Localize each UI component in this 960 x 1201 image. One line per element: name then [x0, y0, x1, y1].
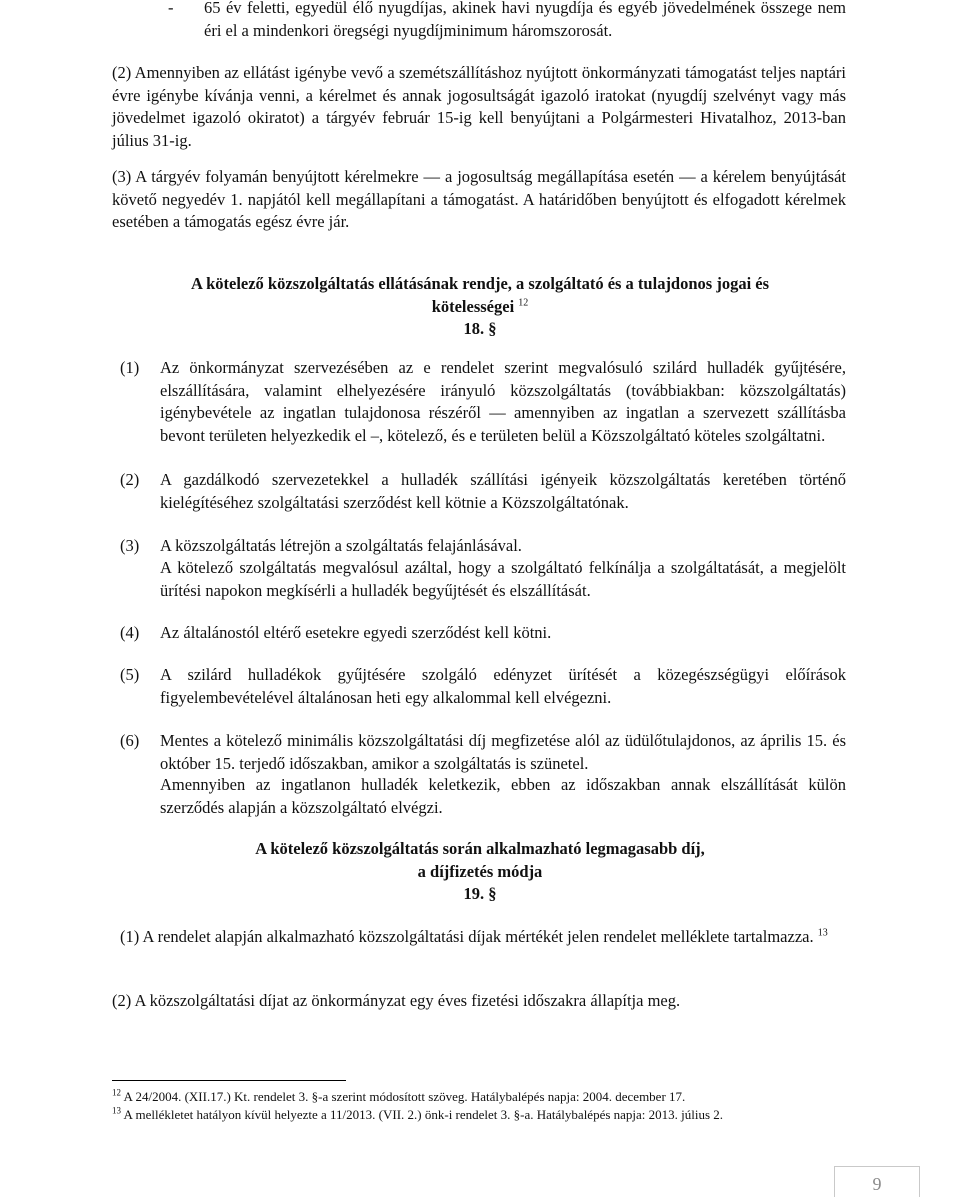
paragraph-18-3-continued: A kötelező szolgáltatás megvalósul azáltal, hogy a szolgáltató felkínálja a szolgáltatását, a megjelölt ürítési napokon megkísérli a hulladék begyűjtését és elszállítását.	[160, 558, 846, 600]
top-list-item-text: 65 év feletti, egyedül élő nyugdíjas, akinek havi nyugdíja és egyéb jövedelmének összege nem éri el a mindenkori öregségi nyugdíjminimum háromszorosát.	[204, 0, 846, 40]
section-19-number: 19. §	[463, 884, 497, 903]
paragraph-18-5-number: (5)	[120, 665, 140, 684]
paragraph-18-4: Az általánostól eltérő esetekre egyedi szerződést kell kötni.	[160, 623, 552, 642]
footnote-13: $^{13}$ A mellékletet hatályon kívül helyezte a 11/2013. (VII. 2.) önk-i rendelet 3. §-a. Hatálybalépés napja: 2013. július 2.	[112, 1105, 724, 1122]
footnote-ref-13[interactable]: 13	[817, 927, 828, 939]
footnote-12: $^{12}$ A 24/2004. (XII.17.) Kt. rendelet 3. §-a szerint módosított szöveg. Hatálybalépés napja: 2004. december 17.	[112, 1087, 686, 1104]
paragraph-18-3-number: (3)	[120, 536, 140, 555]
footnote-ref-12[interactable]: 12	[518, 297, 529, 308]
paragraph-18-2: A gazdálkodó szervezetekkel a hulladék szállítási igényeik közszolgáltatás keretében történő kielégítéséhez szolgáltatási szerződést kell kötnie a Közszolgáltatónak.	[160, 470, 846, 512]
heading-18-line2: kötelességei $^{12}$	[431, 296, 529, 316]
page-number: 9	[834, 1166, 920, 1197]
heading-19-line2: a díjfizetés módja	[417, 861, 543, 881]
paragraph-18-1-number: (1)	[120, 358, 140, 377]
section-18-number: 18. §	[463, 319, 497, 338]
paragraph-19-1: (1) A rendelet alapján alkalmazható közszolgáltatási díjak mértékét jelen rendelet melléklete tartalmazza. $^{13}$	[120, 927, 828, 946]
heading-19-line1: A kötelező közszolgáltatás során alkalmazható legmagasabb díj,	[255, 839, 705, 858]
footnote-separator	[112, 1080, 346, 1081]
paragraph-18-1: Az önkormányzat szervezésében az e rendelet szerint megvalósuló szilárd hulladék gyűjtésére, elszállítására, valamint elhelyezésére irányuló közszolgáltatás (továbbiakban: közszolgáltatás) igénybevétele az ingatlan tulajdonosa részéről — amennyiben az ingatlan a szervezett szállításba bevont területen helyezkedik el –, kötelező, és e területen belül a Közszolgáltató köteles szolgáltatni.	[160, 358, 846, 445]
paragraph-17-2: (2) Amennyiben az ellátást igénybe vevő a szemétszállításhoz nyújtott önkormányzati támogatást teljes naptári évre igénybe kívánja venni, a kérelmet és annak jogosultságát igazoló iratokat (nyugdíj szelvényt vagy más jövedelmet igazoló okiratot) a tárgyév február 15-ig kell benyújtani a Polgármesteri Hivatalhoz, 2013-ban július 31-ig.	[112, 63, 846, 150]
paragraph-18-2-number: (2)	[120, 470, 140, 489]
heading-18-line1: A kötelező közszolgáltatás ellátásának rendje, a szolgáltató és a tulajdonos jogai és	[190, 274, 770, 293]
paragraph-18-4-number: (4)	[120, 623, 140, 642]
paragraph-18-6: Mentes a kötelező minimális közszolgáltatási díj megfizetése alól az üdülőtulajdonos, az április 15. és október 15. terjedő időszakban, amikor a szolgáltatás is szünetel.	[160, 731, 846, 773]
paragraph-19-2: (2) A közszolgáltatási díjat az önkormányzat egy éves fizetési időszakra állapítja meg.	[112, 991, 681, 1010]
heading-18	[120, 273, 840, 341]
paragraph-18-5: A szilárd hulladékok gyűjtésére szolgáló edényzet ürítését a közegészségügyi előírások figyelembevételével általánosan heti egy alkalommal kell elvégezni.	[160, 665, 846, 707]
paragraph-18-6-continued: Amennyiben az ingatlanon hulladék keletkezik, ebben az időszakban annak elszállítását külön szerződés alapján a közszolgáltató elvégzi.	[160, 775, 846, 817]
paragraph-18-6-number: (6)	[120, 731, 140, 750]
heading-19	[120, 838, 840, 906]
list-dash: -	[168, 0, 174, 17]
paragraph-17-3: (3) A tárgyév folyamán benyújtott kérelmekre — a jogosultság megállapítása esetén — a kérelem benyújtását követő negyedév 1. napjától kell megállapítani a támogatást. A határidőben benyújtott és elfogadott kérelmek esetében a támogatás egész évre jár.	[112, 167, 846, 231]
paragraph-18-3: A közszolgáltatás létrejön a szolgáltatás felajánlásával.	[160, 536, 522, 555]
